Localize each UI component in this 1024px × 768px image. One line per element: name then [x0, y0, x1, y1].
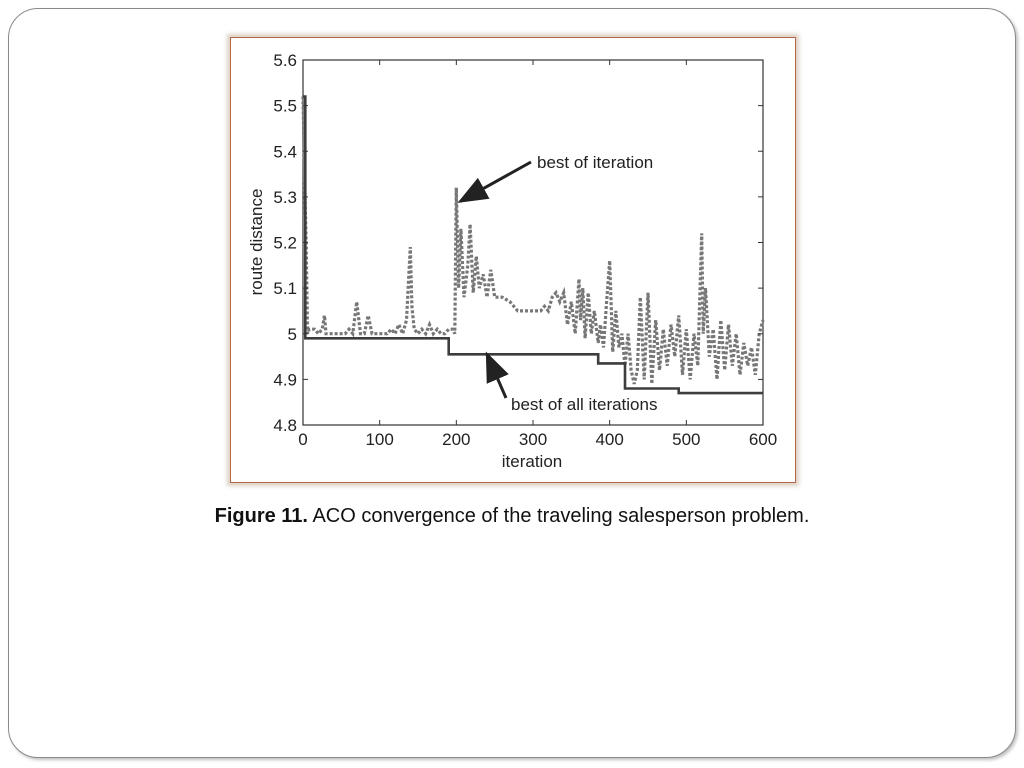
aco-convergence-chart	[231, 38, 795, 482]
x-tick-label: 500	[672, 430, 701, 449]
annotation-arrow	[487, 354, 506, 398]
x-tick-label: 300	[518, 430, 548, 449]
caption-text: ACO convergence of the traveling salesperson problem.	[307, 505, 810, 527]
y-tick-label: 5.1	[273, 279, 297, 299]
annotation-label: best of iteration	[537, 153, 654, 172]
series-layer	[303, 97, 763, 394]
y-tick-label: 5.2	[273, 233, 297, 253]
x-axis-label: iteration	[501, 452, 563, 471]
x-tick-label: 600	[748, 430, 778, 449]
x-tick-label: 200	[442, 430, 471, 449]
y-tick-label: 5.4	[273, 142, 297, 162]
caption-lead: Figure 11.	[214, 505, 308, 527]
x-tick-label: 400	[595, 430, 624, 449]
y-tick-label: 5.5	[273, 96, 297, 116]
y-tick-label: 4.9	[273, 370, 297, 390]
annotation-arrow	[460, 162, 531, 201]
y-tick-label: 5.6	[273, 51, 297, 70]
series-line-0	[303, 97, 763, 384]
y-tick-label: 5.3	[273, 187, 297, 207]
x-tick-label: 100	[365, 430, 394, 449]
plot-area	[303, 60, 763, 425]
plot-frame	[303, 60, 763, 425]
figure-caption	[0, 505, 1024, 528]
y-tick-label: 4.8	[273, 416, 297, 435]
figure-box	[230, 37, 796, 483]
y-axis-label: route distance	[247, 188, 266, 296]
x-tick-label: 0	[298, 430, 308, 449]
y-tick-label: 5	[287, 324, 297, 344]
annotation-label: best of all iterations	[511, 395, 658, 414]
